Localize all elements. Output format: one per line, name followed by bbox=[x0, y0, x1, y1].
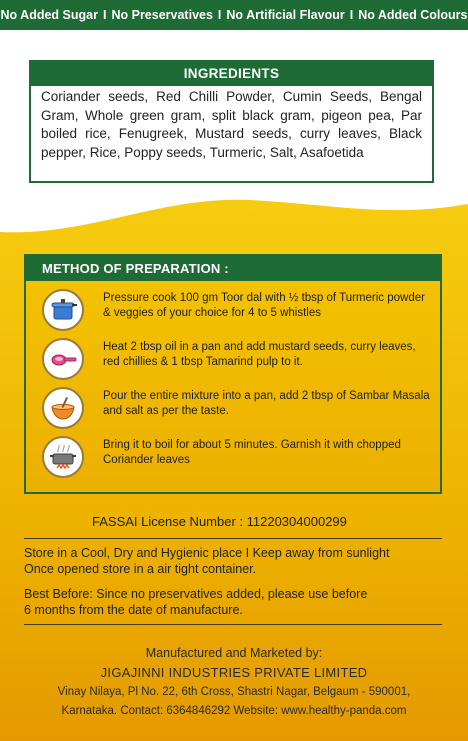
measuring-spoon-icon bbox=[42, 338, 84, 380]
step-text: Pour the entire mixture into a pan, add 2 tbsp of Sambar Masala and salt as per the taste. bbox=[103, 390, 430, 417]
mixing-bowl-icon bbox=[42, 387, 84, 429]
claims-bar bbox=[0, 0, 468, 30]
manufacturer-contact: Karnataka. Contact: 6364846292 Website: www.healthy-panda.com bbox=[61, 705, 407, 717]
preparation-step bbox=[38, 336, 434, 384]
divider bbox=[24, 624, 442, 625]
divider bbox=[24, 538, 442, 539]
preparation-step bbox=[38, 434, 434, 482]
pressure-cooker-icon bbox=[42, 289, 84, 331]
claim-separator: I bbox=[102, 8, 107, 22]
claim-no-preservatives: No Preservatives bbox=[111, 8, 213, 22]
preparation-step bbox=[38, 385, 434, 433]
preparation-box bbox=[24, 254, 442, 494]
step-text: Heat 2 tbsp oil in a pan and add mustard seeds, curry leaves, red chillies & 1 tbsp Tamarind pulp to it. bbox=[103, 341, 416, 368]
manufacturer-address: Vinay Nilaya, Pl No. 22, 6th Cross, Shastri Nagar, Belgaum - 590001, bbox=[57, 686, 411, 698]
preparation-step bbox=[38, 287, 434, 335]
step-text: Bring it to boil for about 5 minutes. Garnish it with chopped Coriander leaves bbox=[103, 439, 401, 466]
storage-line-1: Store in a Cool, Dry and Hygienic place I Keep away from sunlight bbox=[24, 546, 390, 560]
manufacturer-label: Manufactured and Marketed by: bbox=[145, 646, 323, 660]
boiling-pot-icon bbox=[42, 436, 84, 478]
manufacturer-name: JIGAJINNI INDUSTRIES PRIVATE LIMITED bbox=[100, 665, 368, 680]
ingredients-box bbox=[29, 60, 434, 183]
ingredients-text: Coriander seeds, Red Chilli Powder, Cumin Seeds, Bengal Gram, Whole green gram, split black gram, pigeon pea, Par boiled rice, Fenugreek, Mustard seeds, curry leaves, Black pepper, Rice, Poppy seeds, Turmeric, Salt, Asafoetida bbox=[41, 89, 422, 160]
step-text: Pressure cook 100 gm Toor dal with ½ tbsp of Turmeric powder & veggies of your choice for 4 to 5 whistles bbox=[103, 292, 425, 319]
best-before-line-2: 6 months from the date of manufacture. bbox=[24, 603, 243, 617]
claim-separator: I bbox=[217, 8, 222, 22]
ingredients-title: INGREDIENTS bbox=[31, 62, 432, 86]
claim-separator: I bbox=[349, 8, 354, 22]
fassai-license: FASSAI License Number : 11220304000299 bbox=[92, 514, 347, 529]
claim-no-added-sugar: No Added Sugar bbox=[0, 8, 98, 22]
storage-line-2: Once opened store in a air tight container. bbox=[24, 562, 257, 576]
claim-no-added-colours: No Added Colours bbox=[358, 8, 468, 22]
claim-no-artificial-flavour: No Artificial Flavour bbox=[226, 8, 345, 22]
best-before-line-1: Best Before: Since no preservatives added, please use before bbox=[24, 587, 368, 601]
preparation-title: METHOD OF PREPARATION : bbox=[26, 256, 440, 281]
